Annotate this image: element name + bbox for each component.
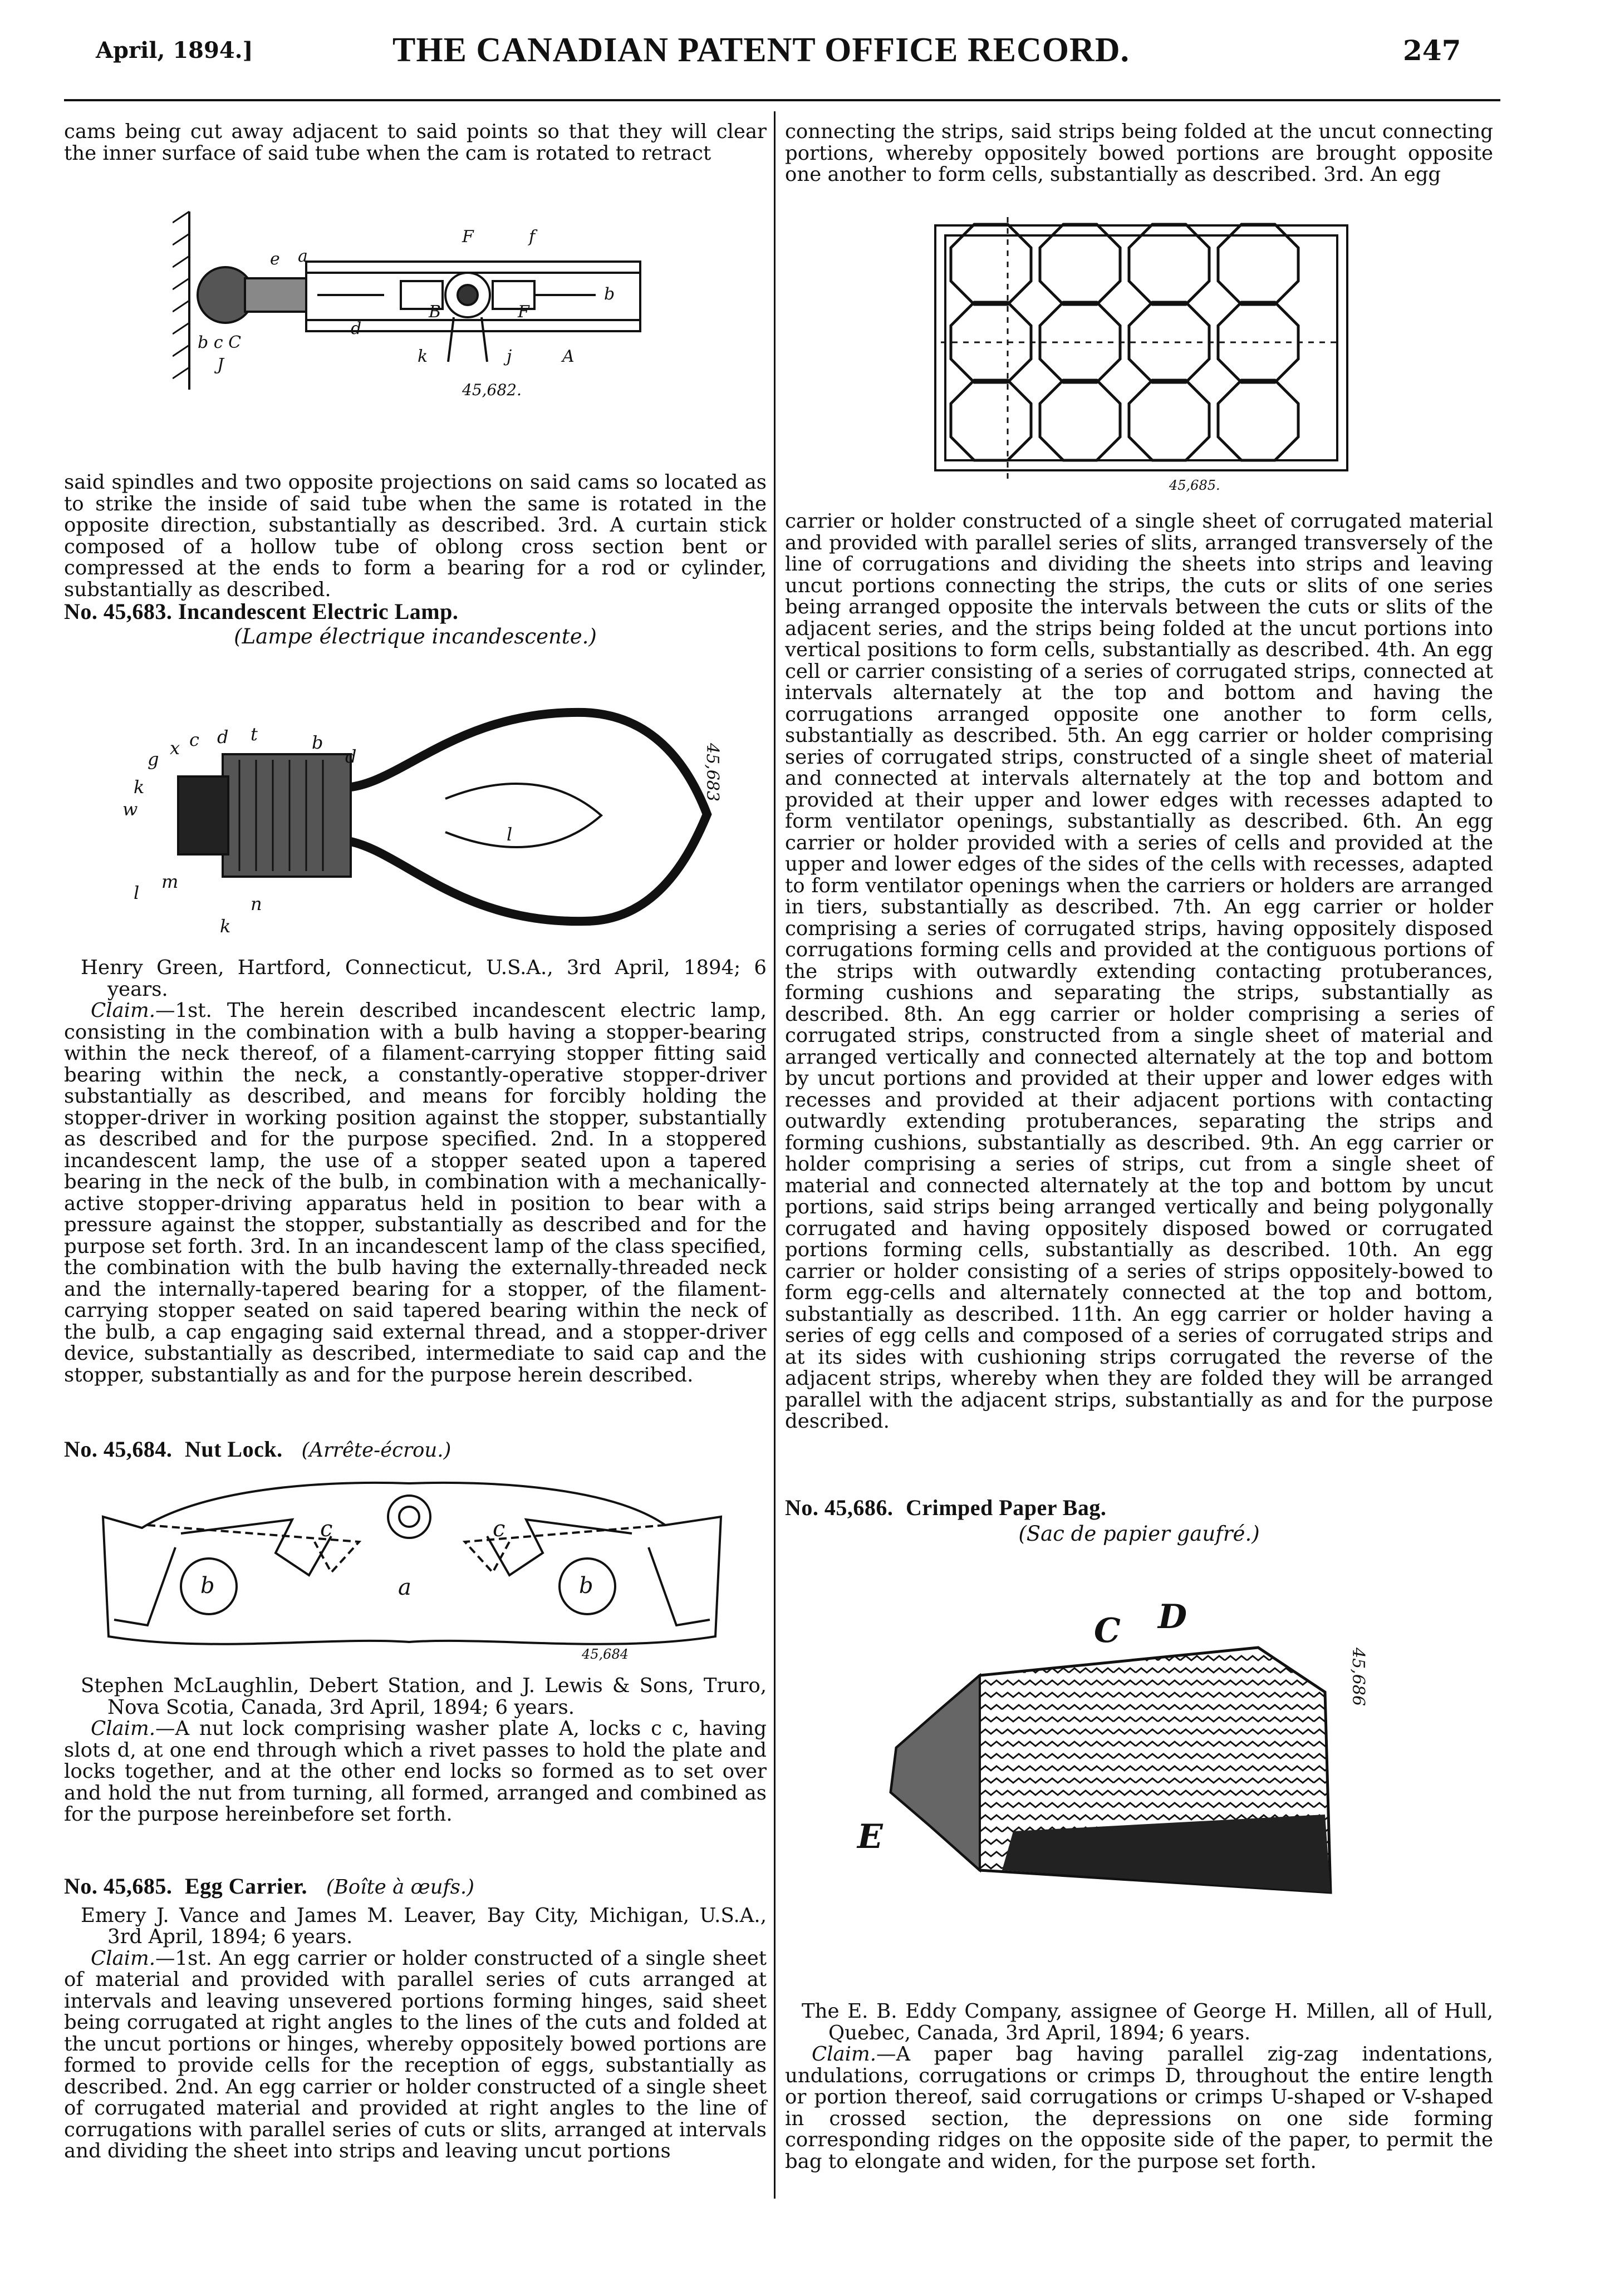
- patent-45684-title: Nut Lock.: [184, 1437, 283, 1462]
- patent-45684-number: No. 45,684.: [64, 1437, 173, 1462]
- svg-text:f: f: [529, 227, 536, 247]
- page-header: [0, 31, 1600, 75]
- svg-text:w: w: [122, 799, 138, 820]
- left-intro-text: cams being cut away adjacent to said points so that they will clear the inner surface of said tube when the cam is rotated to retract: [64, 120, 767, 165]
- left-continued: [64, 472, 767, 601]
- svg-text:k: k: [418, 347, 428, 366]
- patent-45685-french-title: (Boîte à œufs.): [326, 1876, 474, 1899]
- egg-cell: [1218, 380, 1298, 460]
- curtain-stick-figure: [173, 200, 657, 412]
- patent-45686-claim: —A paper bag having parallel zig-zag indentations, undulations, corrugations or crimps D, throughout the entire length or portion thereof, said corrugations or crimps U-shaped or V-shaped in crossed section, the depressions on one side forming corresponding ridges on the opposite side of the paper, to permit the bag to elongate and widen, for the purpose set forth.: [785, 2043, 1493, 2173]
- patent-45686-number: No. 45,686.: [785, 1495, 894, 1520]
- nut-lock-figure: [97, 1475, 727, 1667]
- patent-45685-claim-label: Claim.: [91, 1946, 155, 1970]
- svg-text:b: b: [312, 732, 323, 753]
- patent-45686-french-title: (Sac de papier gaufré.): [1018, 1521, 1260, 1546]
- svg-text:A: A: [562, 347, 575, 366]
- patent-45683-heading-block: [64, 601, 767, 647]
- crimped-paper-bag-figure: [846, 1581, 1408, 1982]
- svg-text:t: t: [251, 724, 258, 745]
- svg-text:c: c: [493, 1516, 505, 1542]
- patent-45686-claim-label: Claim.: [812, 2043, 876, 2066]
- egg-carrier-figure: [930, 212, 1353, 495]
- publication-title: THE CANADIAN PATENT OFFICE RECORD.: [392, 31, 1130, 69]
- header-rule: [64, 99, 1500, 101]
- svg-text:e: e: [270, 249, 280, 269]
- patent-45684-claim-label: Claim.: [91, 1717, 155, 1740]
- svg-text:a: a: [398, 1575, 411, 1600]
- svg-text:j: j: [507, 347, 512, 366]
- patent-45683-inventor: Henry Green, Hartford, Connecticut, U.S.A., 3rd April, 1894; 6 years.: [81, 956, 767, 1001]
- patent-45683-claim: —1st. The herein described incandescent electric lamp, consisting in the combination with a bulb having a stopper-bearing within the neck thereof, of a filament-carrying stopper fitting said bearing within the neck, a constantly-operative stopper-driver substantially as described, and means for forcibly holding the stopper-driver in working position against the stopper, substantially as described and for the purpose specified. 2nd. In a stoppered incandescent lamp, the use of a stopper seated upon a tapered bearing in the neck of the bulb, in combination with a mechanically-active stopper-driving apparatus held in position to bear with a pressure against the stopper, substantially as described and for the purpose set forth. 3rd. In an incandescent lamp of the class specified, the combination with the bulb having the externally-threaded neck and the internally-tapered bearing for a stopper, of the filament-carrying stopper seated on said tapered bearing within the neck of the bulb, a cap engaging said external thread, and a stopper-driver device, substantially as described, intermediate to said cap and the stopper, substantially as and for the purpose herein described.: [64, 999, 767, 1387]
- svg-text:k: k: [134, 776, 145, 798]
- header-date: April, 1894.]: [96, 37, 253, 63]
- svg-text:b: b: [200, 1573, 215, 1599]
- fig-686-number: 45,686: [1348, 1648, 1368, 1706]
- svg-text:d: d: [345, 746, 357, 767]
- right-intro: [785, 121, 1493, 186]
- fig-684-number: 45,684: [582, 1646, 629, 1662]
- patent-45685-number: No. 45,685.: [64, 1874, 173, 1899]
- patent-45685-inventor: Emery J. Vance and James M. Leaver, Bay City, Michigan, U.S.A., 3rd April, 1894; 6 years.: [81, 1904, 767, 1948]
- svg-text:c: c: [189, 729, 199, 750]
- fig-685-number: 45,685.: [1169, 478, 1220, 493]
- svg-text:l: l: [507, 824, 513, 845]
- patent-45684-heading-block: [64, 1439, 767, 1462]
- svg-text:J: J: [217, 355, 224, 375]
- right-continuation: [785, 511, 1493, 1433]
- svg-text:b: b: [579, 1573, 593, 1599]
- svg-text:D: D: [1158, 1597, 1187, 1636]
- svg-text:a: a: [298, 247, 308, 266]
- egg-cell: [951, 380, 1031, 460]
- column-divider: [774, 111, 776, 2199]
- patent-45685-title: Egg Carrier.: [184, 1874, 307, 1899]
- patent-45684-french-title: (Arrête-écrou.): [301, 1439, 451, 1462]
- egg-carrier-claim-continuation: carrier or holder constructed of a single sheet of corrugated material and provided with parallel series of slits, arranged transversely of the line of corrugations and dividing the sheets into strips and leaving uncut portions connecting the strips, the cuts or slits of one series being arranged opposite the intervals between the cuts or slits of the adjacent series, and the strips being folded at the uncut portions into vertical positions to form cells, substantially as described. 4th. An egg cell or carrier consisting of a series of corrugated strips, connected at intervals alternately at the top and bottom and having the corrugations arranged opposite one another to form cells, substantially as described. 5th. An egg carrier or holder comprising series of corrugated strips, constructed of a single sheet of material and connected at intervals alternately at the top and bottom and provided at their upper and lower edges with recesses adapted to form ventilator openings, substantially as described. 6th. An egg carrier or holder provided with a series of cells and provided at the upper and lower edges of the sides of the cells with recesses, adapted to form ventilator openings when the carriers or holders are arranged in tiers, substantially as described. 7th. An egg carrier or holder comprising a series of corrugated strips, having oppositely disposed corrugations forming cells and provided at the contiguous portions of the strips with outwardly extending contacting protuberances, forming cushions and separating the strips, substantially as described. 8th. An egg carrier or holder comprising a series of corrugated strips, constructed from a single sheet of material and arranged vertically and connected alternately at the top and bottom by uncut portions and provided at their upper and lower edges with recesses and provided at their adjacent portions with contacting outwardly extending protuberances, separating the strips and forming cushions, substantially as described. 9th. An egg carrier or holder comprising a series of strips, cut from a single sheet of material and connected alternately at the top and bottom by uncut portions, said strips being arranged vertically and being polygonally corrugated and having oppositely disposed bowed or corrugated portions forming cells, substantially as described. 10th. An egg carrier or holder consisting of a series of strips oppositely-bowed to form egg-cells and alternately connected at the top and bottom, substantially as described. 11th. An egg carrier or holder having a series of egg cells and composed of a series of corrugated strips and at its sides with cushioning strips corrugated the reverse of the adjacent strips, whereby when they are folded they will be arranged parallel with the adjacent strips, substantially as and for the purpose described.: [785, 510, 1493, 1433]
- patent-45686-body: [785, 2001, 1493, 2172]
- svg-text:c: c: [320, 1516, 333, 1542]
- svg-text:k: k: [220, 916, 231, 937]
- svg-text:d: d: [351, 319, 362, 338]
- patent-45683-body: [64, 957, 767, 1386]
- svg-text:d: d: [217, 726, 229, 748]
- svg-text:E: E: [857, 1817, 883, 1856]
- svg-text:F: F: [462, 227, 474, 247]
- incandescent-lamp-figure: [111, 687, 746, 949]
- patent-45686-title: Crimped Paper Bag.: [905, 1495, 1107, 1520]
- svg-text:b: b: [604, 284, 615, 304]
- patent-45684-body: [64, 1675, 767, 1826]
- egg-cell: [1129, 380, 1209, 460]
- curtain-stick-claim-text: said spindles and two opposite projections on said cams so located as to strike the inside of said tube when the same is rotated in the opposite direction, substantially as described. 3rd. A curtain stick composed of a hollow tube of oblong cross section bent or compressed at the ends to form a bearing for a rod or cylinder, substantially as described.: [64, 471, 767, 601]
- patent-45685-claim: —1st. An egg carrier or holder constructed of a single sheet of material and provided with parallel series of cuts arranged at intervals and leaving unsevered portions forming hinges, said sheet being corrugated at right angles to the lines of the cuts and folded at the uncut portions or hinges, whereby oppositely bowed portions are formed to provide cells for the reception of eggs, substantially as described. 2nd. An egg carrier or holder constructed of a single sheet of corrugated material and provided at right angles to the line of corrugations with parallel series of cuts or slits, arranged at intervals and dividing the sheet into strips and leaving uncut portions: [64, 1946, 767, 2162]
- left-intro: [64, 121, 767, 164]
- svg-text:g: g: [148, 749, 159, 770]
- patent-45683-claim-label: Claim.: [91, 999, 155, 1022]
- svg-text:b c C: b c C: [198, 333, 242, 352]
- page-number: 247: [1403, 34, 1461, 67]
- svg-text:m: m: [161, 871, 179, 892]
- fig-683-number: 45,683: [703, 743, 722, 802]
- patent-45684-inventor: Stephen McLaughlin, Debert Station, and J. Lewis & Sons, Truro, Nova Scotia, Canada, 3rd April, 1894; 6 years.: [81, 1674, 767, 1719]
- patent-45684-claim: —A nut lock comprising washer plate A, locks c c, having slots d, at one end through which a rivet passes to hold the plate and locks together, and at the other end locks so formed as to set over and hold the nut from turning, all formed, arranged and combined as for the purpose hereinbefore set forth.: [64, 1717, 767, 1826]
- right-intro-text: connecting the strips, said strips being folded at the uncut connecting portions, whereby oppositely bowed portions are brought opposite one another to form cells, substantially as described. 3rd. An egg: [785, 120, 1493, 186]
- patent-45686-inventor: The E. B. Eddy Company, assignee of George H. Millen, all of Hull, Quebec, Canada, 3rd April, 1894; 6 years.: [802, 2000, 1493, 2044]
- egg-cell: [1040, 380, 1120, 460]
- svg-text:l: l: [134, 882, 140, 903]
- patent-45686-heading-block: [785, 1497, 1493, 1545]
- svg-text:F: F: [518, 302, 529, 322]
- svg-text:n: n: [251, 893, 262, 915]
- patent-45683-french-title: (Lampe électrique incandescente.): [234, 624, 597, 648]
- patent-45685-block: [64, 1876, 767, 2162]
- svg-text:x: x: [170, 738, 180, 759]
- svg-text:B: B: [429, 302, 441, 322]
- svg-text:C: C: [1094, 1611, 1121, 1650]
- fig-682-number: 45,682.: [462, 381, 522, 399]
- patent-45683-heading: No. 45,683. Incandescent Electric Lamp.: [64, 599, 459, 624]
